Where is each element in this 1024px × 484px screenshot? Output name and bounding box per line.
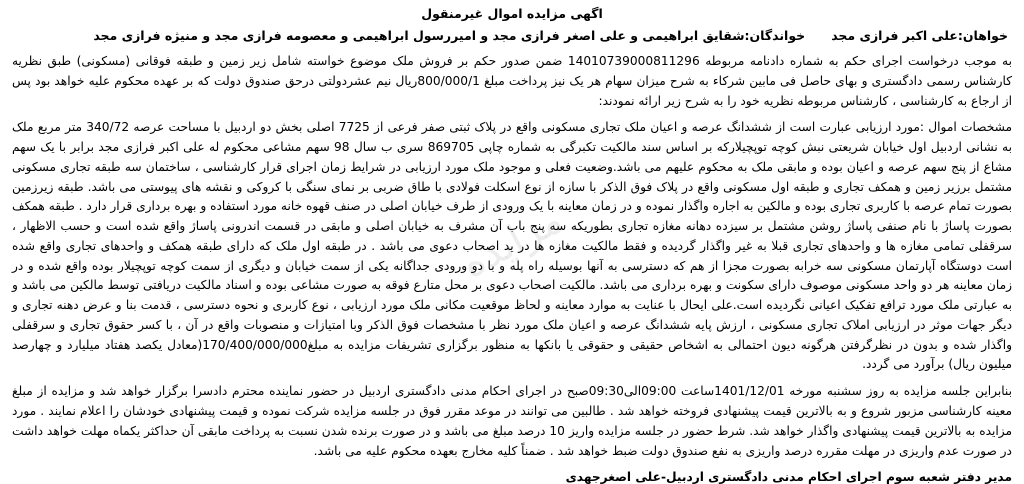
document-title: اگهی مزایده اموال غیرمنقول — [421, 6, 603, 21]
paragraph-verdict-basis: به موجب درخواست اجرای حکم به شماره دادنامه مربوطه 14010739000811296 ضمن صدور حکم بر فروش ملک موضوع خواسته شامل زیر زمین و طبقه فوقانی (مسکونی) طبق نظریه کارشناس رسمی دادگستری و بهای حاصل فی مابین شرکاء به شرح میزان سهام هر یک نیز پرداخت مبلغ 800/000/1ریال نیم عشردولتی درحق صندوق دولت که بر عهده محکوم علیه خواهد بود پس از ارجاع به کارشناسی ، کارشناس مربوطه نظریه خود را به شرح زیر ارائه نمودند: — [12, 54, 1012, 108]
paragraph-property-description: مشخصات اموال :مورد ارزیابی عبارت است از ششدانگ عرصه و اعیان ملک تجاری مسکونی واقع در پلاک ثبتی صفر فرعی از 7725 اصلی بخش دو اردبیل با مساحت عرصه 340/72 متر مربع ملک به نشانی اردبیل اول خیابان شریعتی نبش کوچه توپچیلارکه بر اساس سند مالکیت تکبرگی به شماره چاپی 869705 سری ب سال 98 سهم مشاعی محکوم له علی اکبر فرازی مجد برابر با یک سهم مشاع از پنج سهم عرصه و اعیان بوده و مابقی ملک به محکوم علیهم می باشد.وضعیت فعلی و موجود ملک مورد ارزیابی در شرایط زمان اجرای قرار کارشناسی ، ساختمان سه طبقه تجاری مسکونی مشتمل برزیر زمین و همکف تجاری و طبقه اول مسکونی واقع در پلاک فوق الذکر با سازه از نوع اسکلت فولادی با طاق ضربی بر نمای سنگی با کروکی و نقشه های پیوستی می باشد. طبقه زیرزمین بصورت تمام عرصه با کاربری تجاری بوده و مالکین به اجاره واگذار نموده و در زمان معاینه با یک ورودی از طرف خیابان اصلی در صنف قهوه خانه مورد استفاده و بهره برداری قرار دارد . طبقه همکف بصورت پاساژ با نام صنفی پاساژ روشن مشتمل بر سیزده دهانه مغازه تجاری بطوریکه سه پنج باب آن مشرف به خیابان اصلی و مابقی در قسمت اندرونی پاساژ واقع شده است و حسب الاظهار ، سرقفلی تمامی مغازه ها و واحدهای تجاری قبلا به غیر واگذار گردیده و فقط مالکیت مغازه ها در ید اصحاب دعوی می باشد . در طبقه اول ملک که دارای طبقه همکف و واحدهای تجاری واقع شده است دوستگاه آپارتمان مسکونی سه خرابه بصورت مجزا از هم که دسترسی به آنها بوسیله راه پله و با دو ورودی جداگانه یکی از سمت خیابان و دیگری از سمت کوچه توپچیلار بوده واقع شده و در زمان معاینه هر دو واحد مسکونی موصوف دارای سکونت و بهره برداری می باشد. مالکیت اصحاب دعوی بر محل متارع فوقه به صورت مشاعی بوده و اسناد مالکیت دریافتی توسط مالکین می باشد و به عبارتی ملک مورد ترافع تفکیک اعیانی نگردیده است.علی ایحال با عنایت به موارد معاینه و لحاظ موقعیت مکانی ملک مورد ارزیابی ، نوع کاربری و نحوه دسترسی ، قدمت بنا و عرض دهنه تجاری و دیگر جهات موثر در ارزیابی املاک تجاری مسکونی ، ارزش پایه ششدانگ عرصه و اعیان ملک مورد نظر با مشخصات فوق الذکر وبا امتیازات و منصوبات واقع در آن ، با کسر حقوق تجاری و سرقفلی واگذار شده و بدون در نظرگرفتن هرگونه دیون احتمالی به اشخاص حقیقی و حقوقی یا بانکها به منظور برگزاری تشریفات مزایده به مبلغ170/400/000/000(معادل یکصد هفتاد میلیارد و چهارصد میلیون ریال) برآورد می گردد. — [12, 120, 1013, 372]
watermark-text: مزایده — [453, 196, 571, 288]
document-footer: مدیر دفتر شعبه سوم اجرای احکام مدنی دادگستری اردبیل-علی اصغرجهدی — [565, 470, 1012, 484]
parties-row — [12, 28, 1012, 43]
plaintiff-label: خواهان:علی اکبر فرازی مجد — [831, 28, 1008, 43]
document-content — [12, 6, 1012, 484]
paragraph-auction-session: بنابراین جلسه مزایده به روز سشنبه مورخه 1401/12/01ساعت 09:00الی09:30صبح در اجرای احکام مدنی دادگستری اردبیل در حضور نماینده محترم دادسرا برگزار خواهد شد و مزایده از مبلغ معینه کارشناسی مزبور شروع و به بالاترین قیمت پیشنهادی فروخته خواهد شد . طالبین می توانند در موعد مقرر فوق در جلسه مزایده شرکت نموده و قیمت پیشنهادی خودشان را اعلام نمایند . مورد مزایده به بالاترین قیمت پیشنهادی واگذار خواهد شد. شرط حضور در جلسه مزایده واریز 10 درصد مبلغ می باشد و در صورت برنده شدن نسبت به پرداخت مابقی آن حداکثر یکماه مهلت خواهد داشت در صورت عدم واریزی در مهلت مقرره درصد واریزی به نفع صندوق دولت ضبط خواهد شد . ضمناً کلیه مخارج بعهده محکوم علیه می باشد. — [12, 384, 1013, 458]
defendants-label: خواندگان:شقایق ابراهیمی و علی اصغر فرازی مجد و امیررسول ابراهیمی و معصومه فرازی مجد و منیژه فرازی مجد — [93, 28, 806, 43]
